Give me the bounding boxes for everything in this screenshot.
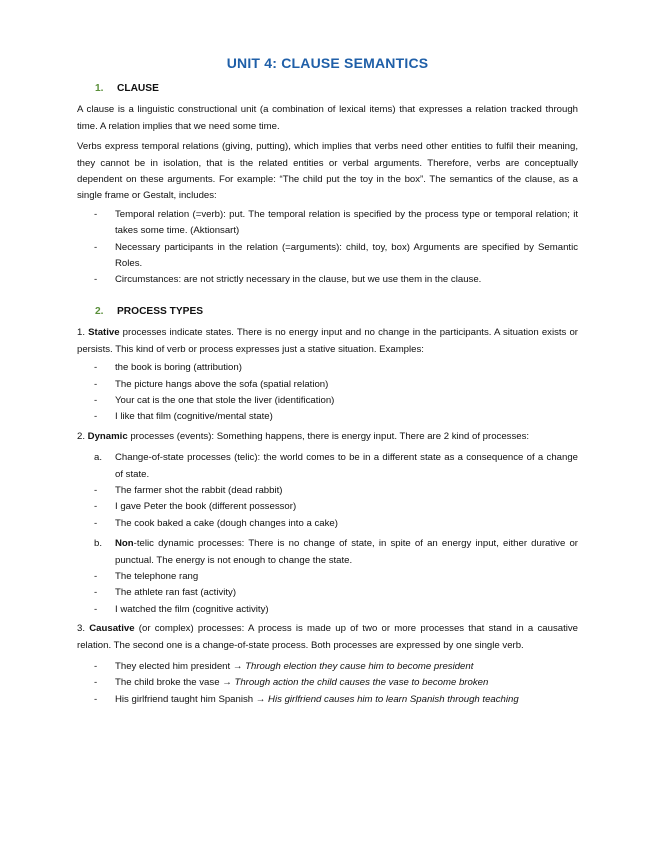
- section-number: 1.: [95, 83, 104, 94]
- dash-marker: -: [94, 411, 98, 423]
- dash-marker: -: [94, 362, 98, 374]
- list-item: - Your cat is the one that stole the liver (identification): [77, 393, 578, 409]
- dash-marker: -: [94, 603, 98, 615]
- dash-marker: -: [94, 587, 98, 599]
- section-heading-process-types: [77, 304, 578, 320]
- list-item: - The picture hangs above the sofa (spatial relation): [77, 377, 578, 393]
- list-item: - The cook baked a cake (dough changes into a cake): [77, 516, 578, 532]
- dash-marker: -: [94, 661, 98, 672]
- paragraph: Verbs express temporal relations (giving, putting), which implies that verbs need other entities to fulfil their meaning, they cannot be in isolation, that is the related entities or verbal arguments. Therefore, verbs are conceptually dependent on these arguments. For example: “The child put the toy in the box”. The semantics of the clause, as a single frame or Gestalt, includes:: [77, 141, 578, 202]
- stative-examples: [77, 360, 578, 426]
- paragraph-dynamic: 2. Dynamic processes (events): Something happens, there is energy input. There are 2 kind of processes:: [77, 430, 530, 442]
- section-title: CLAUSE: [117, 83, 159, 94]
- letter-marker: a.: [94, 452, 103, 464]
- list-item: - Necessary participants in the relation (=arguments): child, toy, box) Arguments are specified by Semantic Roles.: [77, 240, 578, 273]
- paragraph: A clause is a linguistic constructional unit (a combination of lexical items) that expresses a relation tracked through time. A relation implies that we need some time.: [77, 104, 578, 132]
- list-item: - The athlete ran fast (activity): [77, 585, 578, 601]
- dash-marker: -: [94, 517, 98, 529]
- list-item: - His girlfriend taught him Spanish → His girlfriend causes him to learn Spanish through teaching: [77, 692, 578, 708]
- dash-marker: -: [94, 693, 98, 705]
- dynamic-b-list: [77, 536, 578, 618]
- list-item: - I like that film (cognitive/mental state): [77, 409, 578, 425]
- paragraph-causative: 3. Causative (or complex) processes: A process is made up of two or more processes that stand in a causative relation. The second one is a change-of-state process. Both processes are expressed by one single verb.: [77, 623, 579, 651]
- dash-marker: -: [94, 241, 98, 253]
- list-item: - the book is boring (attribution): [77, 360, 578, 376]
- paragraph-stative: 1. Stative processes indicate states. There is no energy input and no change in the participants. A situation exists or persists. This kind of verb or process expresses just a stative situation. Examples:: [77, 327, 578, 355]
- dash-marker: -: [94, 501, 98, 513]
- list-item: b. Non-telic dynamic processes: There is no change of state, in spite of an energy input, either durative or punctual. The energy is not enough to change the state.: [77, 536, 578, 569]
- section-heading-clause: [77, 81, 578, 97]
- list-item: - Circumstances: are not strictly necessary in the clause, but we use them in the clause.: [77, 272, 578, 288]
- dash-marker: -: [94, 570, 98, 582]
- dash-marker: -: [94, 677, 98, 689]
- list-item: - I watched the film (cognitive activity): [77, 602, 578, 618]
- letter-marker: b.: [94, 538, 103, 550]
- list-item: a. Change-of-state processes (telic): the world comes to be in a different state as a consequence of a change of state.: [77, 450, 578, 483]
- section-number: 2.: [95, 305, 104, 317]
- dash-marker: -: [94, 484, 98, 496]
- list-item: - The child broke the vase → Through action the child causes the vase to become broken: [77, 675, 578, 691]
- list-item: - They elected him president → Through election they cause him to become president: [77, 659, 578, 675]
- dash-marker: -: [94, 378, 98, 390]
- dash-marker: -: [94, 274, 98, 286]
- causative-examples: [77, 659, 578, 708]
- list-item: - The telephone rang: [77, 569, 578, 585]
- dash-marker: -: [94, 394, 98, 406]
- dynamic-a-list: [77, 450, 578, 532]
- list-item: - Temporal relation (=verb): put. The temporal relation is specified by the process type or temporal relation; it takes some time. (Aktionsart): [77, 207, 578, 240]
- list-item: - I gave Peter the book (different possessor): [77, 499, 578, 515]
- section-title: PROCESS TYPES: [117, 305, 204, 317]
- list-item: - The farmer shot the rabbit (dead rabbit): [77, 483, 578, 499]
- bullet-list: [77, 207, 578, 289]
- page-title: UNIT 4: CLAUSE SEMANTICS: [226, 55, 429, 71]
- dash-marker: -: [94, 208, 98, 220]
